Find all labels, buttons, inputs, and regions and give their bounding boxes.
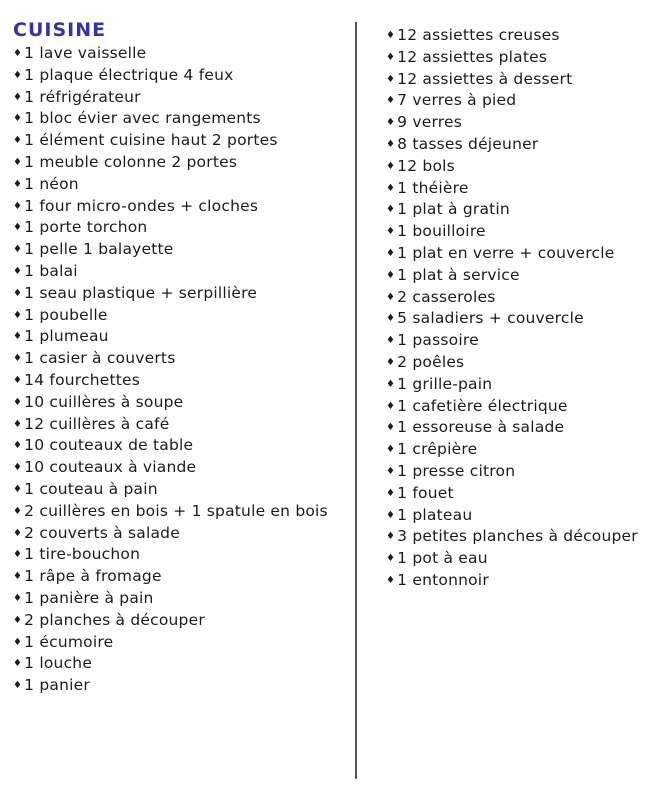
item-text: 1 casier à couverts bbox=[24, 349, 176, 368]
list-item bbox=[13, 675, 348, 697]
item-text: 8 tasses déjeuner bbox=[397, 134, 539, 153]
item-text: 5 saladiers + couvercle bbox=[397, 309, 584, 328]
list-item bbox=[13, 152, 348, 174]
list-item bbox=[13, 239, 348, 261]
item-text: 1 panier bbox=[24, 676, 90, 695]
diamond-bullet-icon: ♦ bbox=[386, 400, 396, 412]
diamond-bullet-icon: ♦ bbox=[386, 182, 396, 194]
list-item bbox=[13, 326, 348, 348]
diamond-bullet-icon: ♦ bbox=[386, 509, 396, 521]
diamond-bullet-icon: ♦ bbox=[13, 658, 23, 670]
diamond-bullet-icon: ♦ bbox=[13, 462, 23, 474]
list-item bbox=[13, 174, 348, 196]
diamond-bullet-icon: ♦ bbox=[13, 156, 23, 168]
diamond-bullet-icon: ♦ bbox=[386, 553, 396, 565]
diamond-bullet-icon: ♦ bbox=[386, 269, 396, 281]
diamond-bullet-icon: ♦ bbox=[13, 440, 23, 452]
diamond-bullet-icon: ♦ bbox=[386, 204, 396, 216]
diamond-bullet-icon: ♦ bbox=[13, 178, 23, 190]
list-item bbox=[386, 47, 652, 69]
page-title: CUISINE bbox=[13, 19, 107, 41]
list-item bbox=[13, 457, 348, 479]
item-text: 1 louche bbox=[24, 654, 93, 673]
list-item bbox=[386, 417, 652, 439]
list-item bbox=[386, 396, 652, 418]
diamond-bullet-icon: ♦ bbox=[13, 396, 23, 408]
diamond-bullet-icon: ♦ bbox=[13, 48, 23, 59]
item-text: 1 porte torchon bbox=[24, 218, 148, 237]
item-text: 1 bloc évier avec rangements bbox=[24, 109, 261, 128]
list-item bbox=[13, 588, 348, 610]
list-item bbox=[13, 501, 348, 523]
item-text: 1 plat à service bbox=[397, 265, 520, 284]
diamond-bullet-icon: ♦ bbox=[386, 30, 396, 41]
item-text: 1 lave vaisselle bbox=[24, 44, 147, 62]
diamond-bullet-icon: ♦ bbox=[386, 378, 396, 390]
diamond-bullet-icon: ♦ bbox=[13, 222, 23, 234]
item-text: 1 cafetière électrique bbox=[397, 396, 568, 415]
list-item bbox=[13, 653, 348, 675]
list-item bbox=[13, 523, 348, 545]
item-text: 1 plat en verre + couvercle bbox=[397, 243, 615, 262]
list-item bbox=[386, 548, 652, 570]
item-text: 2 planches à découper bbox=[24, 610, 205, 629]
item-text: 1 seau plastique + serpillière bbox=[24, 283, 258, 302]
list-item bbox=[386, 439, 652, 461]
diamond-bullet-icon: ♦ bbox=[13, 200, 23, 212]
item-text: 1 balai bbox=[24, 261, 78, 280]
list-item bbox=[386, 308, 652, 330]
item-text: 1 crêpière bbox=[397, 440, 478, 459]
item-text: 7 verres à pied bbox=[397, 91, 517, 110]
diamond-bullet-icon: ♦ bbox=[386, 73, 396, 85]
diamond-bullet-icon: ♦ bbox=[386, 444, 396, 456]
item-text: 10 couteaux de table bbox=[24, 436, 194, 455]
diamond-bullet-icon: ♦ bbox=[13, 680, 23, 692]
list-item bbox=[13, 370, 348, 392]
list-item bbox=[386, 25, 652, 47]
item-text: 1 râpe à fromage bbox=[24, 567, 162, 586]
item-text: 1 couteau à pain bbox=[24, 479, 158, 498]
diamond-bullet-icon: ♦ bbox=[13, 483, 23, 495]
diamond-bullet-icon: ♦ bbox=[386, 487, 396, 499]
list-item bbox=[386, 178, 652, 200]
list-item bbox=[13, 43, 348, 65]
item-text: 1 passoire bbox=[397, 331, 479, 350]
diamond-bullet-icon: ♦ bbox=[13, 113, 23, 125]
item-text: 1 pot à eau bbox=[397, 549, 488, 568]
diamond-bullet-icon: ♦ bbox=[386, 247, 396, 259]
item-text: 1 théière bbox=[397, 178, 469, 197]
item-text: 14 fourchettes bbox=[24, 370, 141, 389]
diamond-bullet-icon: ♦ bbox=[13, 135, 23, 147]
diamond-bullet-icon: ♦ bbox=[13, 527, 23, 539]
diamond-bullet-icon: ♦ bbox=[13, 244, 23, 256]
item-text: 12 assiettes à dessert bbox=[397, 69, 573, 88]
diamond-bullet-icon: ♦ bbox=[386, 51, 396, 63]
item-text: 12 bols bbox=[397, 156, 455, 175]
list-item bbox=[386, 374, 652, 396]
list-item bbox=[386, 112, 652, 134]
left-item-list bbox=[13, 43, 348, 697]
diamond-bullet-icon: ♦ bbox=[386, 313, 396, 325]
list-item bbox=[13, 435, 348, 457]
item-text: 1 plaque électrique 4 feux bbox=[24, 65, 234, 84]
list-item bbox=[386, 352, 652, 374]
diamond-bullet-icon: ♦ bbox=[386, 465, 396, 477]
list-item bbox=[13, 566, 348, 588]
diamond-bullet-icon: ♦ bbox=[13, 265, 23, 277]
list-item bbox=[386, 265, 652, 287]
list-item bbox=[386, 134, 652, 156]
item-text: 3 petites planches à découper bbox=[397, 527, 638, 546]
right-column bbox=[386, 25, 652, 592]
list-item bbox=[13, 261, 348, 283]
item-text: 1 écumoire bbox=[24, 632, 114, 651]
diamond-bullet-icon: ♦ bbox=[386, 117, 396, 129]
diamond-bullet-icon: ♦ bbox=[386, 160, 396, 172]
diamond-bullet-icon: ♦ bbox=[13, 505, 23, 517]
diamond-bullet-icon: ♦ bbox=[13, 91, 23, 103]
diamond-bullet-icon: ♦ bbox=[386, 422, 396, 434]
item-text: 1 élément cuisine haut 2 portes bbox=[24, 131, 278, 150]
list-item bbox=[13, 283, 348, 305]
diamond-bullet-icon: ♦ bbox=[13, 69, 23, 81]
item-text: 10 couteaux à viande bbox=[24, 458, 197, 477]
item-text: 2 couverts à salade bbox=[24, 523, 180, 542]
item-text: 10 cuillères à soupe bbox=[24, 392, 184, 411]
diamond-bullet-icon: ♦ bbox=[13, 418, 23, 430]
item-text: 12 cuillères à café bbox=[24, 414, 170, 433]
list-item bbox=[13, 544, 348, 566]
list-item bbox=[386, 90, 652, 112]
list-item bbox=[13, 348, 348, 370]
item-text: 1 plat à gratin bbox=[397, 200, 510, 219]
diamond-bullet-icon: ♦ bbox=[13, 636, 23, 648]
item-text: 9 verres bbox=[397, 113, 463, 132]
diamond-bullet-icon: ♦ bbox=[13, 614, 23, 626]
diamond-bullet-icon: ♦ bbox=[386, 356, 396, 368]
list-item bbox=[13, 217, 348, 239]
diamond-bullet-icon: ♦ bbox=[386, 291, 396, 303]
item-text: 1 meuble colonne 2 portes bbox=[24, 152, 238, 171]
item-text: 2 casseroles bbox=[397, 287, 496, 306]
list-item bbox=[13, 392, 348, 414]
item-text: 1 réfrigérateur bbox=[24, 87, 141, 106]
diamond-bullet-icon: ♦ bbox=[386, 574, 396, 586]
list-item bbox=[386, 505, 652, 527]
item-text: 1 four micro-ondes + cloches bbox=[24, 196, 259, 215]
item-text: 2 poêles bbox=[397, 352, 465, 371]
diamond-bullet-icon: ♦ bbox=[13, 374, 23, 386]
list-item bbox=[386, 570, 652, 592]
diamond-bullet-icon: ♦ bbox=[13, 549, 23, 561]
item-text: 12 assiettes plates bbox=[397, 47, 548, 66]
list-item bbox=[13, 130, 348, 152]
list-item bbox=[386, 526, 652, 548]
left-column bbox=[13, 19, 348, 697]
diamond-bullet-icon: ♦ bbox=[13, 287, 23, 299]
item-text: 2 cuillères en bois + 1 spatule en bois bbox=[24, 501, 328, 520]
list-item bbox=[13, 414, 348, 436]
list-item bbox=[386, 483, 652, 505]
list-item bbox=[386, 330, 652, 352]
list-item bbox=[13, 65, 348, 87]
diamond-bullet-icon: ♦ bbox=[13, 309, 23, 321]
right-item-list bbox=[386, 25, 652, 592]
item-text: 1 bouilloire bbox=[397, 222, 486, 241]
diamond-bullet-icon: ♦ bbox=[386, 335, 396, 347]
item-text: 1 pelle 1 balayette bbox=[24, 240, 174, 259]
diamond-bullet-icon: ♦ bbox=[13, 353, 23, 365]
list-item bbox=[13, 108, 348, 130]
list-item bbox=[386, 69, 652, 91]
column-divider bbox=[355, 22, 357, 779]
diamond-bullet-icon: ♦ bbox=[13, 331, 23, 343]
diamond-bullet-icon: ♦ bbox=[386, 95, 396, 107]
item-text: 1 poubelle bbox=[24, 305, 108, 324]
list-item bbox=[13, 632, 348, 654]
list-item bbox=[13, 479, 348, 501]
item-text: 1 presse citron bbox=[397, 461, 516, 480]
item-text: 1 essoreuse à salade bbox=[397, 418, 565, 437]
list-item bbox=[13, 196, 348, 218]
list-item bbox=[386, 199, 652, 221]
item-text: 1 plateau bbox=[397, 505, 473, 524]
list-item bbox=[13, 305, 348, 327]
diamond-bullet-icon: ♦ bbox=[386, 226, 396, 238]
diamond-bullet-icon: ♦ bbox=[13, 592, 23, 604]
diamond-bullet-icon: ♦ bbox=[386, 138, 396, 150]
item-text: 12 assiettes creuses bbox=[397, 26, 560, 44]
list-item bbox=[386, 287, 652, 309]
item-text: 1 fouet bbox=[397, 483, 454, 502]
item-text: 1 grille-pain bbox=[397, 374, 493, 393]
list-item bbox=[13, 610, 348, 632]
item-text: 1 néon bbox=[24, 174, 79, 193]
item-text: 1 tire-bouchon bbox=[24, 545, 141, 564]
item-text: 1 panière à pain bbox=[24, 588, 154, 607]
item-text: 1 plumeau bbox=[24, 327, 109, 346]
diamond-bullet-icon: ♦ bbox=[13, 571, 23, 583]
item-text: 1 entonnoir bbox=[397, 570, 489, 589]
diamond-bullet-icon: ♦ bbox=[386, 531, 396, 543]
list-item bbox=[386, 461, 652, 483]
list-item bbox=[386, 221, 652, 243]
list-item bbox=[13, 87, 348, 109]
list-item bbox=[386, 243, 652, 265]
list-item bbox=[386, 156, 652, 178]
